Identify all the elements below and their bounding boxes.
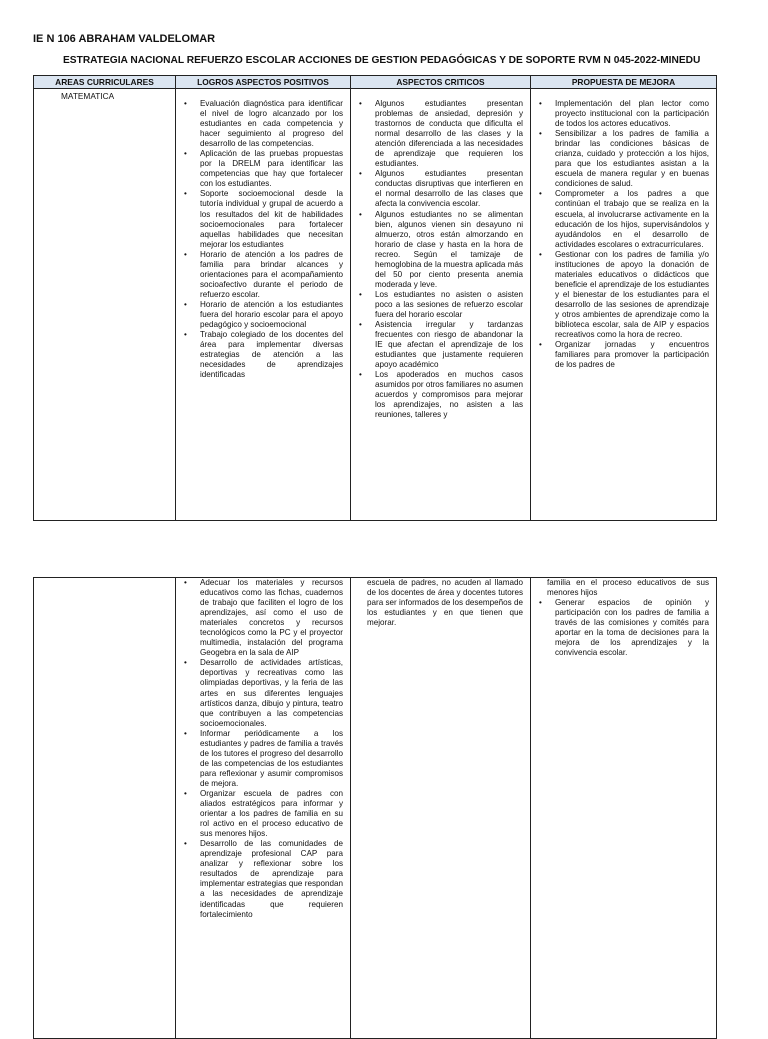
list-item: • Organizar escuela de padres con aliados estratégicos para informar y orientar a los padres de familia en su rol activo en el proceso educativo de sus menores hijos. xyxy=(176,789,350,839)
subject-cell-empty xyxy=(34,578,176,1039)
strategy-table-page-1 xyxy=(33,75,717,521)
list-item: • Informar periódicamente a los estudiantes y padres de familia a través de los tutores el progreso del desarrollo de las competencias de los estudiantes para reflexionar y asumir compromisos de mejora. xyxy=(176,729,350,789)
list-item: • Implementación del plan lector como proyecto institucional con la participación de todos los actores educativos. xyxy=(531,99,716,129)
document-title: ESTRATEGIA NACIONAL REFUERZO ESCOLAR ACCIONES DE GESTION PEDAGÓGICAS Y DE SOPORTE RVM N 045-2022-MINEDU xyxy=(63,55,701,66)
criticos-cell xyxy=(351,89,531,521)
table-row xyxy=(34,578,717,1039)
list-item: • Horario de atención a los padres de familia para brindar alcances y orientaciones para el acompañamiento socioafectivo durante el periodo de refuerzo escolar. xyxy=(176,250,350,300)
header-propuesta: PROPUESTA DE MEJORA xyxy=(531,76,717,89)
header-areas: AREAS CURRICULARES xyxy=(34,76,176,89)
list-item: • Desarrollo de actividades artísticas, deportivas y recreativas como las olimpiadas deportivas, y la feria de las artes en sus diferentes lenguajes artísticos danza, dibujo y pintura, teatro que contribuyen a las competencias socioemocionales. xyxy=(176,658,350,728)
propuesta-list xyxy=(531,598,716,658)
list-item: • Evaluación diagnóstica para identificar el nivel de logro alcanzado por los estudiantes en cada competencia y hacer seguimiento al progreso del desarrollo de las competencias. xyxy=(176,99,350,149)
list-item: • Sensibilizar a los padres de familia a brindar las condiciones básicas de crianza, cuidado y protección a los hijos, para que los estudiantes asistan a la escuela de manera regular y en buenas condiciones de salud. xyxy=(531,129,716,189)
list-item: • Horario de atención a los estudiantes fuera del horario escolar para el apoyo pedagógico y socioemocional xyxy=(176,300,350,330)
list-item: • Los apoderados en muchos casos asumidos por otros familiares no asumen acuerdos y compromisos para mejorar los aprendizajes, no asisten a las reuniones, talleres y xyxy=(351,370,530,420)
table-row xyxy=(34,89,717,521)
header-logros: LOGROS ASPECTOS POSITIVOS xyxy=(176,76,351,89)
list-item: • Organizar jornadas y encuentros familiares para promover la participación de los padres de xyxy=(531,340,716,370)
list-item: • Los estudiantes no asisten o asisten poco a las sesiones de refuerzo escolar fuera del horario escolar xyxy=(351,290,530,320)
propuesta-continued-text: familia en el proceso educativos de sus menores hijos xyxy=(547,578,709,598)
strategy-table-page-2 xyxy=(33,577,717,1039)
list-item: • Gestionar con los padres de familia y/o instituciones de apoyo la donación de materiales educativos o didácticos que beneficie el aprendizaje de los estudiantes y el bienestar de los estudiantes para el desarrollo de las sesiones de aprendizaje y otros ambientes de aprendizaje como la biblioteca escolar, sala de AIP y espacios recreativos como la hora de recreo. xyxy=(531,250,716,340)
list-item: • Trabajo colegiado de los docentes del área para implementar diversas estrategias de atención a las necesidades de aprendizajes identificadas xyxy=(176,330,350,380)
list-item: • Aplicación de las pruebas propuestas por la DRELM para identificar las competencias que hay que fortalecer con los estudiantes. xyxy=(176,149,350,189)
list-item: • Adecuar los materiales y recursos educativos como las fichas, cuadernos de trabajo que faciliten el logro de los aprendizajes, así como el uso de materiales concretos y recursos tecnológicos como la PC y el proyector multimedia, instalación del programa Geogebra en la sala de AIP xyxy=(176,578,350,658)
table-header-row xyxy=(34,76,717,89)
list-item: • Algunos estudiantes presentan conductas disruptivas que interfieren en el normal desarrollo de las clases que afecta la convivencia escolar. xyxy=(351,169,530,209)
subject-cell: MATEMATICA xyxy=(34,89,176,521)
list-item: • Comprometer a los padres a que continúan el trabajo que se realiza en la escuela, al involucrarse activamente en la educación de los hijos, supervisándolos y ayudándolos en el desarrollo de actividades escolares o extracurriculares. xyxy=(531,189,716,249)
list-item: • Algunos estudiantes presentan problemas de ansiedad, depresión y trastornos de conducta que dificulta el normal desarrollo de las clases y la atención diferenciada a las necesidades de aprendizaje que requieren los estudiantes. xyxy=(351,99,530,169)
propuesta-cell xyxy=(531,89,717,521)
logros-list xyxy=(176,578,350,920)
criticos-cell xyxy=(351,578,531,1039)
header-criticos: ASPECTOS CRITICOS xyxy=(351,76,531,89)
propuesta-cell xyxy=(531,578,717,1039)
list-item: • Algunos estudiantes no se alimentan bien, algunos vienen sin desayuno ni almuerzo, otros están almorzando en horario de clase y hasta en la hora de recreo. Según el tamizaje de hemoglobina de la muestra aplicada más del 50 por ciento presenta anemia moderada y leve. xyxy=(351,210,530,290)
criticos-list xyxy=(351,99,530,421)
logros-cell xyxy=(176,89,351,521)
propuesta-list xyxy=(531,99,716,370)
list-item: • Soporte socioemocional desde la tutoría individual y grupal de acuerdo a los resultados del kit de habilidades socioemocionales para fortalecer aquellas habilidades que necesitan mejorar los estudiantes xyxy=(176,189,350,249)
list-item: • Generar espacios de opinión y participación con los padres de familia a través de las comisiones y comités para aportar en la toma de decisiones para la mejora de los aprendizajes y la convivencia escolar. xyxy=(531,598,716,658)
logros-list xyxy=(176,99,350,380)
logros-cell xyxy=(176,578,351,1039)
list-item: • Asistencia irregular y tardanzas frecuentes con riesgo de abandonar la IE que afectan el aprendizaje de los estudiantes que justamente requieren apoyo académico xyxy=(351,320,530,370)
list-item: • Desarrollo de las comunidades de aprendizaje profesional CAP para analizar y reflexionar sobre los resultados de aprendizaje para implementar estrategias que respondan a las necesidades de aprendizaje identificadas que requieren fortalecimiento xyxy=(176,839,350,919)
school-name: IE N 106 ABRAHAM VALDELOMAR xyxy=(33,33,216,45)
criticos-continued-text: escuela de padres, no acuden al llamado de los docentes de área y docentes tutores para ser informados de los desempeños de los estudiantes y en que tienen que mejorar. xyxy=(367,578,523,628)
